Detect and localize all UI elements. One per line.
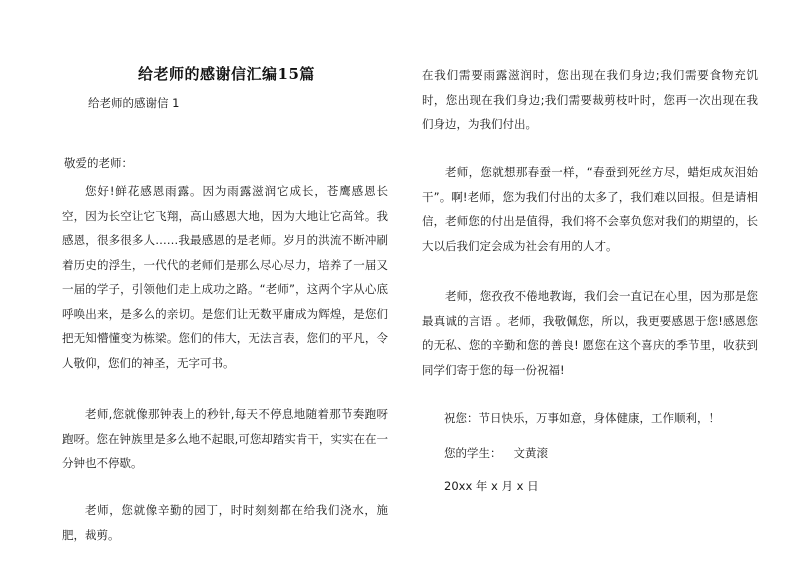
salutation: 敬爱的老师： xyxy=(64,156,133,170)
closing-wish: 祝您：节日快乐，万事如意，身体健康，工作顺利，！ xyxy=(444,411,720,425)
signature-label: 您的学生： xyxy=(444,446,502,460)
body-paragraph: 您好!鲜花感恩雨露。因为雨露滋润它成长，苍鹰感恩长空，因为长空让它飞翔，高山感恩大地，因为大地让它高耸。我感恩，很多很多人……我最感恩的是老师。岁月的洪流不断冲刷着历史的浮生，一代代的老师们是那么尽心尽力，培养了一届又一届的学子，引领他们走上成功之路。“老师”，这两个字从心底呼唤出来，是多么的亲切。是您们让无数平庸成为辉煌，是您们把无知懵懂变为栋梁。您们的伟大，无法言表，您们的平凡，令人敬仰，您们的神圣，无字可书。 xyxy=(62,184,388,370)
body-paragraph: 在我们需要雨露滋润时，您出现在我们身边;我们需要食物充饥时，您出现在我们身边;我们需要裁剪枝叶时，您再一次出现在我们身边，为我们付出。 xyxy=(422,68,758,131)
signature-name: 文黄滚 xyxy=(513,446,548,460)
right-column xyxy=(422,0,758,566)
body-paragraph: 老师，您就像辛勤的园丁，时时刻刻都在给我们浇水，施肥，裁剪。 xyxy=(62,503,388,542)
letter-heading: 给老师的感谢信 1 xyxy=(88,96,180,110)
body-paragraph: 老师，您就想那春蚕一样，“春蚕到死丝方尽，蜡炬成灰泪始干”。啊!老师，您为我们付出的太多了，我们难以回报。但是请相信，老师您的付出是值得，我们将不会辜负您对我们的期望的，长大以后我们定会成为社会有用的人才。 xyxy=(422,165,758,253)
left-column xyxy=(62,0,388,566)
letter-date: 20xx 年 x 月 x 日 xyxy=(444,479,539,493)
signature xyxy=(444,445,548,461)
body-paragraph: 老师，您孜孜不倦地教诲，我们会一直记在心里，因为那是您最真诚的言语 。老师，我敬佩您，所以，我更要感恩于您!感恩您的无私、您的辛勤和您的善良! 愿您在这个喜庆的季节里，收获到同学们寄于您的每一份祝福! xyxy=(422,289,758,377)
document-title: 给老师的感谢信汇编15篇 xyxy=(138,65,315,83)
body-paragraph: 老师,您就像那钟表上的秒针,每天不停息地随着那节奏跑呀跑呀。您在钟族里是多么地不起眼,可您却踏实肯干，实实在在一分钟也不停歇。 xyxy=(62,407,388,470)
